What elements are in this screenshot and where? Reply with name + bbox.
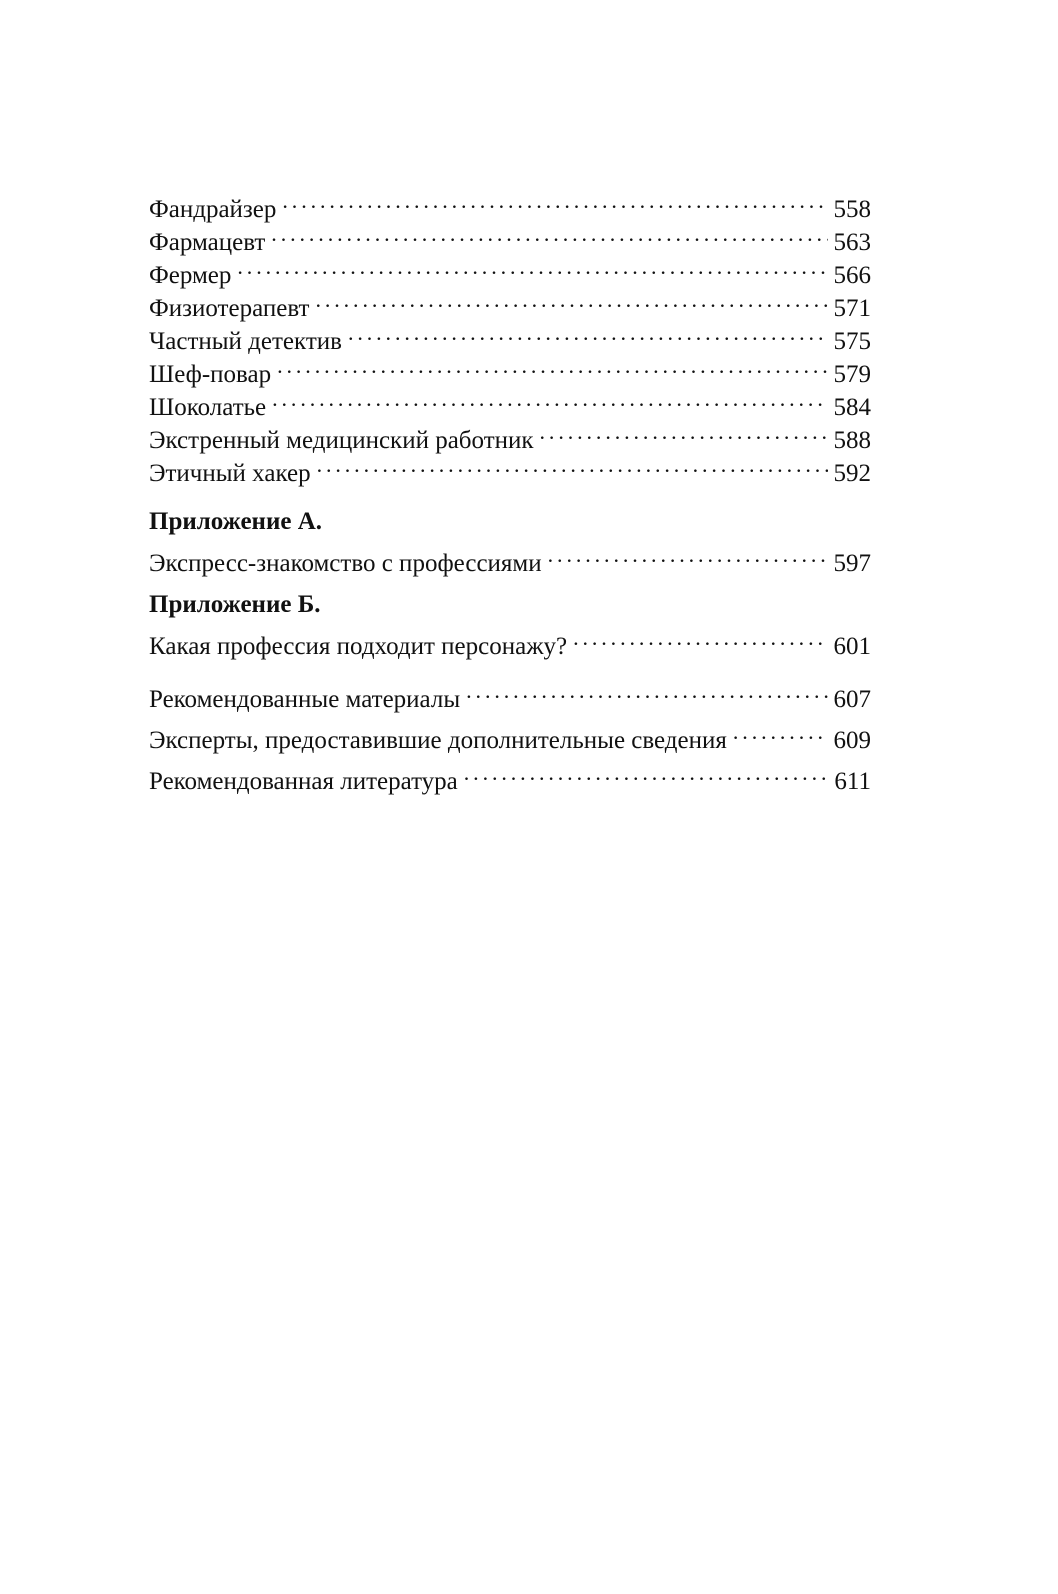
toc-entry (149, 250, 871, 289)
dot-leader (548, 538, 828, 571)
dot-leader (277, 349, 827, 382)
toc-back-matter (149, 674, 871, 795)
dot-leader (282, 184, 827, 217)
toc-professions-list (149, 184, 871, 487)
toc-entry-page: 575 (833, 328, 871, 355)
toc-entry (149, 715, 871, 754)
toc-entry-page: 607 (833, 686, 871, 713)
toc-entry-title: Фермер (149, 262, 232, 289)
toc-entry-page: 601 (833, 633, 871, 660)
dot-leader (237, 250, 827, 283)
toc-entry-title: Физиотерапевт (149, 295, 310, 322)
toc-entry-title: Этичный хакер (149, 460, 311, 487)
dot-leader (573, 621, 827, 654)
toc-entry (149, 538, 871, 577)
toc-entry-title: Фармацевт (149, 229, 266, 256)
appendix-a-heading: Приложение А. (149, 508, 323, 535)
dot-leader (348, 316, 828, 349)
dot-leader (271, 217, 827, 250)
toc-entry (149, 283, 871, 322)
toc-entry (149, 184, 871, 223)
toc-entry-title: Какая профессия подходит персонажу? (149, 633, 568, 660)
dot-leader (733, 715, 828, 748)
toc-entry (149, 674, 871, 713)
toc-appendix-b (149, 588, 871, 660)
appendix-b-heading: Приложение Б. (149, 591, 321, 618)
toc-entry-page: 558 (833, 196, 871, 223)
toc-entry (149, 621, 871, 660)
toc-entry-title: Экстренный медицинский работник (149, 427, 534, 454)
toc-entry-title: Частный детектив (149, 328, 342, 355)
dot-leader (317, 448, 828, 481)
toc-entry-page: 566 (833, 262, 871, 289)
toc-appendix-a (149, 505, 871, 577)
toc-entry-page: 563 (833, 229, 871, 256)
toc-entry-page: 579 (833, 361, 871, 388)
toc-entry-title: Рекомендованная литература (149, 768, 458, 795)
toc-entry-page: 609 (833, 727, 871, 754)
dot-leader (272, 382, 827, 415)
dot-leader (315, 283, 827, 316)
dot-leader (540, 415, 828, 448)
toc-entry-title: Эксперты, предоставившие дополнительные сведения (149, 727, 727, 754)
toc-entry-page: 584 (833, 394, 871, 421)
toc-entry-page: 588 (833, 427, 871, 454)
dot-leader (464, 756, 829, 789)
toc-entry-page: 611 (834, 768, 871, 795)
dot-leader (466, 674, 827, 707)
toc-entry-title: Рекомендованные материалы (149, 686, 461, 713)
toc-entry-title: Экспресс-знакомство с профессиями (149, 550, 542, 577)
toc-entry-page: 597 (833, 550, 871, 577)
toc-entry-title: Шоколатье (149, 394, 267, 421)
toc-entry (149, 756, 871, 795)
toc-entry-title: Шеф-повар (149, 361, 272, 388)
toc-entry-title: Фандрайзер (149, 196, 277, 223)
toc-entry-page: 592 (833, 460, 871, 487)
toc-entry-page: 571 (833, 295, 871, 322)
